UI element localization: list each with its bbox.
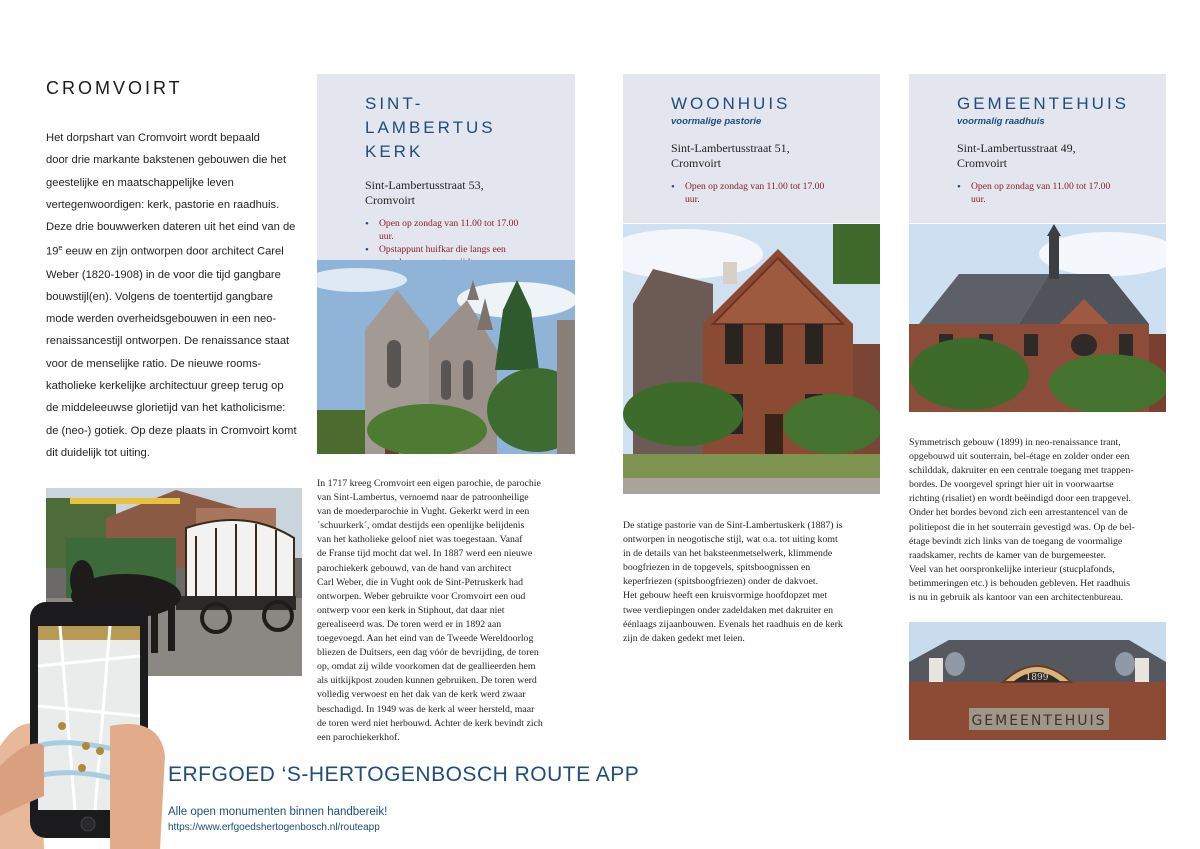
gemeentehuis-subtitle: voormalig raadhuis — [957, 116, 1045, 127]
text-line: de toren werd niet herbouwd. Achter de kerk bevindt zich — [317, 717, 543, 729]
intro-line: Het dorpshart van Cromvoirt wordt bepaald — [46, 132, 260, 144]
kerk-address — [365, 178, 527, 208]
gemeentehuis-title: GEMEENTEHUIS — [957, 94, 1130, 113]
text-line: étage bevindt zich links van de toegang de voormalige — [909, 535, 1123, 547]
text-line: Het gebouw heeft een kruisvormige hoofdopzet met — [623, 590, 828, 602]
text-line: toegevoegd. Aan het eind van de Tweede Wereldoorlog — [317, 633, 534, 645]
kerk-address-line2: Cromvoirt — [365, 193, 415, 207]
intro-line: bouwstijl(en). Volgens de toentertijd gangbare — [46, 290, 274, 303]
text-line: boogfriezen in de topgevels, spitsboognissen en — [623, 562, 811, 574]
text-line: keperfriezen (spitsboogfriezen) onder de dakvoet. — [623, 576, 819, 588]
text-line: de Franse tijd mocht dat wel. In 1887 werd een nieuwe — [317, 548, 533, 560]
kerk-panel — [317, 74, 575, 260]
text-line: raadskamer, rechts de kamer van de burgemeester. — [909, 549, 1106, 561]
text-line: richting (risaliet) en wordt beëindigd door een trapgevel. — [909, 493, 1131, 505]
text-line: een parochiekerkhof. — [317, 731, 400, 743]
text-line: politiepost die in het souterrain gevestigd was. Op de bel- — [909, 521, 1135, 533]
intro-line: geestelijke en maatschappelijke leven — [46, 176, 234, 189]
text-line: schilddak, dakruiter en een centrale toegang met trappen- — [909, 465, 1134, 477]
text-line: zijn de daken gedekt met leien. — [623, 632, 745, 644]
gemeentehuis-bullets — [957, 181, 1118, 206]
gemeentehuis-address-line1: Sint-Lambertusstraat 49, — [957, 141, 1076, 155]
text-line: Onder het bordes bevond zich een arrestantencel van de — [909, 507, 1128, 519]
text-line: volledig verwoest en het dak van de kerk werd zwaar — [317, 689, 526, 701]
text-line: betimmeringen etc.) is behouden gebleven. Het raadhuis — [909, 577, 1130, 589]
woonhuis-bullets — [671, 181, 832, 206]
kerk-title-line1: SINT-LAMBERTUS — [365, 94, 496, 137]
text-line: op, omdat zij wilde voorkomen dat de geallieerden hem — [317, 661, 536, 673]
century-number: 19 — [46, 246, 59, 259]
kerk-address-line1: Sint-Lambertusstraat 53, — [365, 178, 484, 192]
kerk-title-line2: KERK — [365, 142, 424, 161]
kerk-text — [317, 477, 579, 745]
list-item: • Open op zondag van 11.00 tot 17.00 uur. — [957, 181, 1118, 206]
text-line: beschadigd. In 1949 was de kerk al weer hersteld, maar — [317, 703, 535, 715]
text-line: als uitkijkpost zouden kunnen gebruiken. De toren werd — [317, 675, 537, 687]
text-line: ontworpen. Weber gebruikte voor Cromvoirt een oud — [317, 590, 526, 602]
list-item: • Open op zondag van 11.00 tot 17.00 uur. — [365, 218, 527, 243]
intro-line: de (neo-) gotiek. Op deze plaats in Cromvoirt komt — [46, 424, 297, 437]
woonhuis-panel — [623, 74, 880, 223]
phone-illustration — [0, 596, 170, 849]
intro-line: 19e eeuw en zijn ontworpen door architect Carel — [46, 245, 284, 259]
intro-line: renaissancestijl ontworpen. De renaissance staat — [46, 335, 290, 348]
gemeentehuis-address-line2: Cromvoirt — [957, 156, 1007, 170]
text-line: Symmetrisch gebouw (1899) in neo-renaissance trant, — [909, 437, 1121, 448]
text-line: is nu in gebruik als kantoor van een architectenbureau. — [909, 592, 1124, 604]
text-line: van het katholieke geloof niet was toegestaan. Vanaf — [317, 534, 523, 546]
century-superscript: e — [58, 245, 63, 253]
intro-line: de middeleeuwse glorietijd van het katholicisme: — [46, 402, 286, 415]
intro-line: Weber (1820-1908) in de voor die tijd gangbare — [46, 268, 281, 281]
page-title: CROMVOIRT — [46, 78, 183, 98]
app-subtitle: Alle open monumenten binnen handbereik! — [168, 806, 388, 818]
sign-text: GEMEENTEHUIS — [971, 713, 1107, 729]
app-title: ERFGOED ‘S-HERTOGENBOSCH ROUTE APP — [168, 763, 640, 786]
intro-text — [46, 127, 306, 464]
text-line: twee verdiepingen onder zadeldaken met dakruiter en — [623, 604, 833, 616]
text-line: Carl Weber, die in Vught ook de Sint-Petruskerk had — [317, 576, 524, 588]
list-item: • Open op zondag van 11.00 tot 17.00 uur. — [671, 181, 832, 206]
woonhuis-address-line1: Sint-Lambertusstraat 51, — [671, 141, 790, 155]
text-line: bliezen de Duitsers, een dag vóór de bevrijding, de toren — [317, 647, 539, 659]
woonhuis-title: WOONHUIS — [671, 94, 791, 113]
woonhuis-address-line2: Cromvoirt — [671, 156, 721, 170]
app-url-link[interactable]: https://www.erfgoedshertogenbosch.nl/routeapp — [168, 822, 380, 833]
text-line: bordes. De voorgevel springt hier uit in voorwaartse — [909, 479, 1114, 491]
text-line: Veel van het oorspronkelijke interieur (stucplafonds, — [909, 563, 1115, 575]
intro-line: Deze drie bouwwerken dateren uit het eind van de — [46, 221, 296, 234]
intro-line: vertegenwoordigen: kerk, pastorie en raadhuis. — [46, 198, 280, 211]
intro-line: dit duidelijk tot uiting. — [46, 446, 150, 459]
text-line: ontworpen in neogotische stijl, wat o.a. tot uiting komt — [623, 534, 838, 546]
list-item: • Opstappunt huifkar die langs een — [365, 244, 527, 269]
gemeentehuis-text — [909, 436, 1179, 605]
intro-line: katholieke kerkelijke architectuur greep terug op — [46, 380, 284, 392]
text-line: éénlaags zijaanbouwen. Evenals het raadhuis en de kerk — [623, 618, 843, 630]
text-line: gerealiseerd was. De toren werd er in 1892 aan — [317, 618, 502, 630]
woonhuis-subtitle: voormalige pastorie — [671, 116, 762, 127]
raadhuis-photo — [909, 224, 1166, 412]
text-line: In 1717 kreeg Cromvoirt een eigen parochie, de parochie — [317, 478, 541, 489]
gemeentehuis-address — [957, 141, 1118, 171]
gemeentehuis-sign-photo — [909, 622, 1166, 740]
text-line: ontwerp voor een kerk in Stiphout, dat daar niet — [317, 604, 505, 616]
sign-year: 1899 — [1025, 673, 1049, 683]
text-line: in de details van het baksteenmetselwerk, klimmende — [623, 548, 833, 560]
pastorie-photo — [623, 224, 880, 494]
text-line: van de moederparochie in Vught. Gekerkt werd in een — [317, 506, 530, 518]
gemeentehuis-panel — [909, 74, 1166, 223]
text-line: opgebouwd uit souterrain, bel-étage en zolder onder een — [909, 451, 1130, 463]
text-line: parochiekerk gebouwd, van de hand van architect — [317, 562, 512, 574]
text-line: De statige pastorie van de Sint-Lambertuskerk (1887) is — [623, 520, 843, 531]
text-line: van Sint-Lambertus, vernoemd naar de patroonheilige — [317, 492, 529, 504]
intro-line: mode werden overheidsgebouwen in een neo- — [46, 313, 277, 326]
church-photo — [317, 260, 575, 454]
intro-line: door drie markante bakstenen gebouwen die het — [46, 154, 287, 167]
intro-line: voor de menselijke ratio. De nieuwe rooms- — [46, 357, 262, 370]
text-line: ´schuurkerk´, omdat destijds een openlijke belijdenis — [317, 520, 525, 532]
woonhuis-address — [671, 141, 832, 171]
woonhuis-text — [623, 519, 885, 646]
